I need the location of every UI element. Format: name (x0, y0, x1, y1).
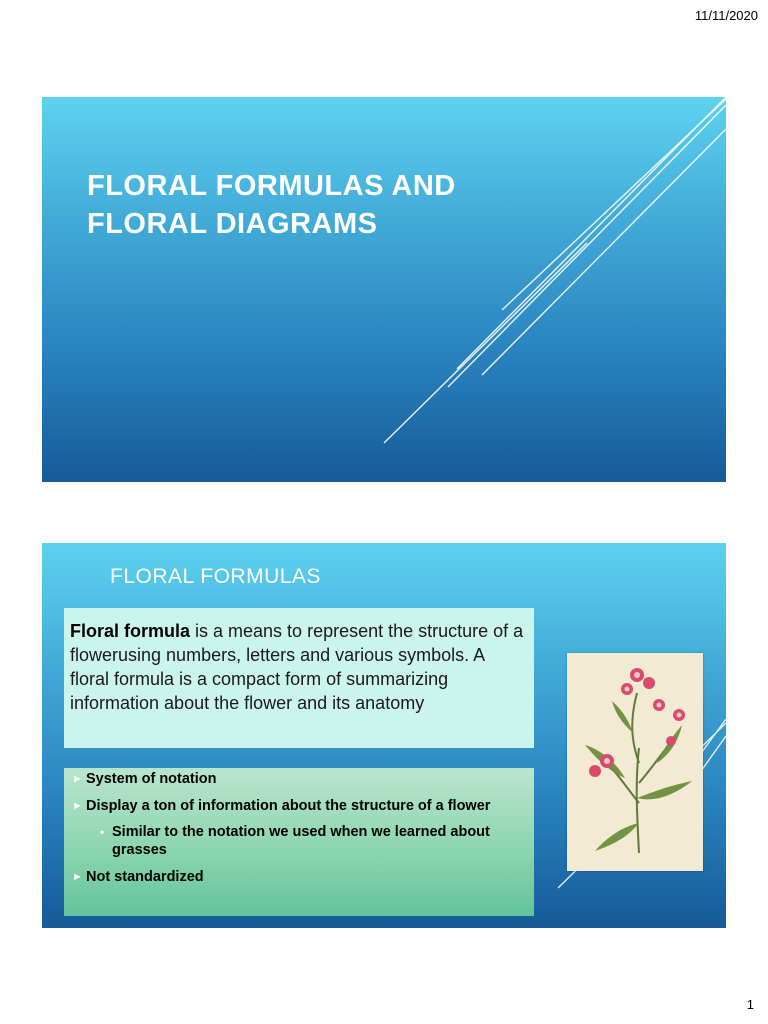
list-item: ► Display a ton of information about the structure of a flower (72, 798, 491, 814)
slide-title: FLORAL FORMULAS (110, 565, 321, 588)
list-item: • Similar to the notation we used when we learned about grasses (100, 824, 490, 858)
print-date: 11/11/2020 (694, 8, 758, 23)
definition-text: is a means to represent the structure of a flowerusing numbers, letters and various symbols. A floral formula is a compact form of summarizing information about the flower and its anatomy (70, 621, 524, 713)
slide-title: FLORAL FORMULAS AND FLORAL DIAGRAMS (87, 170, 456, 240)
page-number: 1 (746, 997, 754, 1012)
flower-drawing (567, 653, 703, 871)
bullet-points-box (64, 768, 534, 916)
list-item: ► Not standardized (72, 869, 204, 885)
title-slide (42, 97, 726, 482)
bullet-list (70, 770, 528, 886)
triangle-bullet-icon: ► (72, 800, 83, 812)
dot-bullet-icon: • (100, 825, 105, 839)
triangle-bullet-icon: ► (72, 871, 83, 883)
definition-term: Floral formula (70, 621, 191, 641)
list-item: ► System of notation (72, 771, 217, 787)
flower-illustration (567, 653, 703, 871)
decorative-lines (42, 97, 726, 482)
floral-formulas-slide (42, 543, 726, 928)
definition-box (64, 608, 534, 748)
triangle-bullet-icon: ► (72, 773, 83, 785)
